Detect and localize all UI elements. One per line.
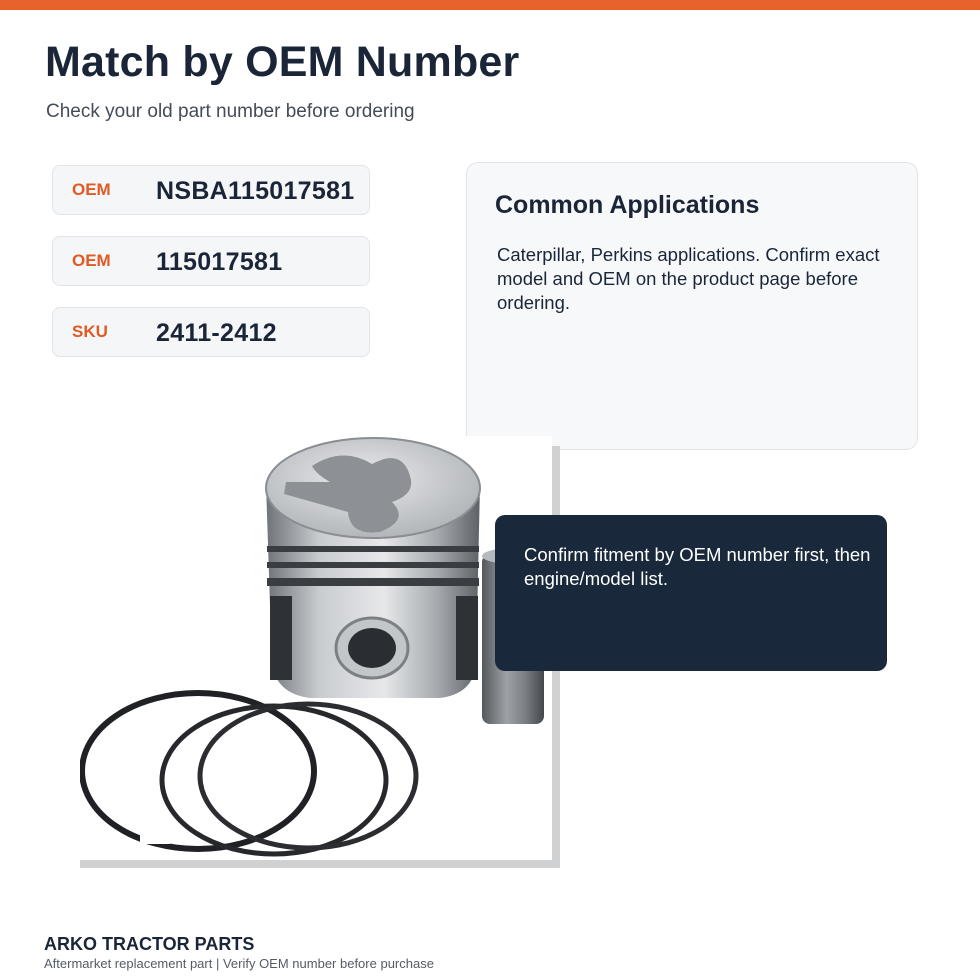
footer-note: Aftermarket replacement part | Verify OEM number before purchase bbox=[44, 956, 434, 971]
code-value: NSBA115017581 bbox=[156, 177, 355, 205]
applications-body: Caterpillar, Perkins applications. Confirm exact model and OEM on the product page before ordering. bbox=[497, 244, 880, 313]
oem-code-card bbox=[52, 165, 370, 215]
code-label: OEM bbox=[72, 251, 111, 270]
common-applications-panel bbox=[466, 162, 918, 450]
page-subtitle: Check your old part number before ordering bbox=[46, 101, 415, 122]
fitment-callout bbox=[495, 515, 887, 671]
code-value: 115017581 bbox=[156, 248, 283, 276]
piston-illustration bbox=[80, 436, 560, 868]
page-title: Match by OEM Number bbox=[45, 38, 520, 86]
product-photo bbox=[80, 436, 560, 868]
code-value: 2411-2412 bbox=[156, 319, 277, 347]
applications-title: Common Applications bbox=[495, 191, 760, 219]
code-label: OEM bbox=[72, 180, 111, 199]
code-label: SKU bbox=[72, 322, 108, 341]
callout-text: Confirm fitment by OEM number first, then engine/model list. bbox=[524, 544, 871, 589]
oem-code-card bbox=[52, 236, 370, 286]
brand-name: ARKO TRACTOR PARTS bbox=[44, 934, 255, 954]
sku-code-card bbox=[52, 307, 370, 357]
top-accent-bar bbox=[0, 0, 980, 10]
